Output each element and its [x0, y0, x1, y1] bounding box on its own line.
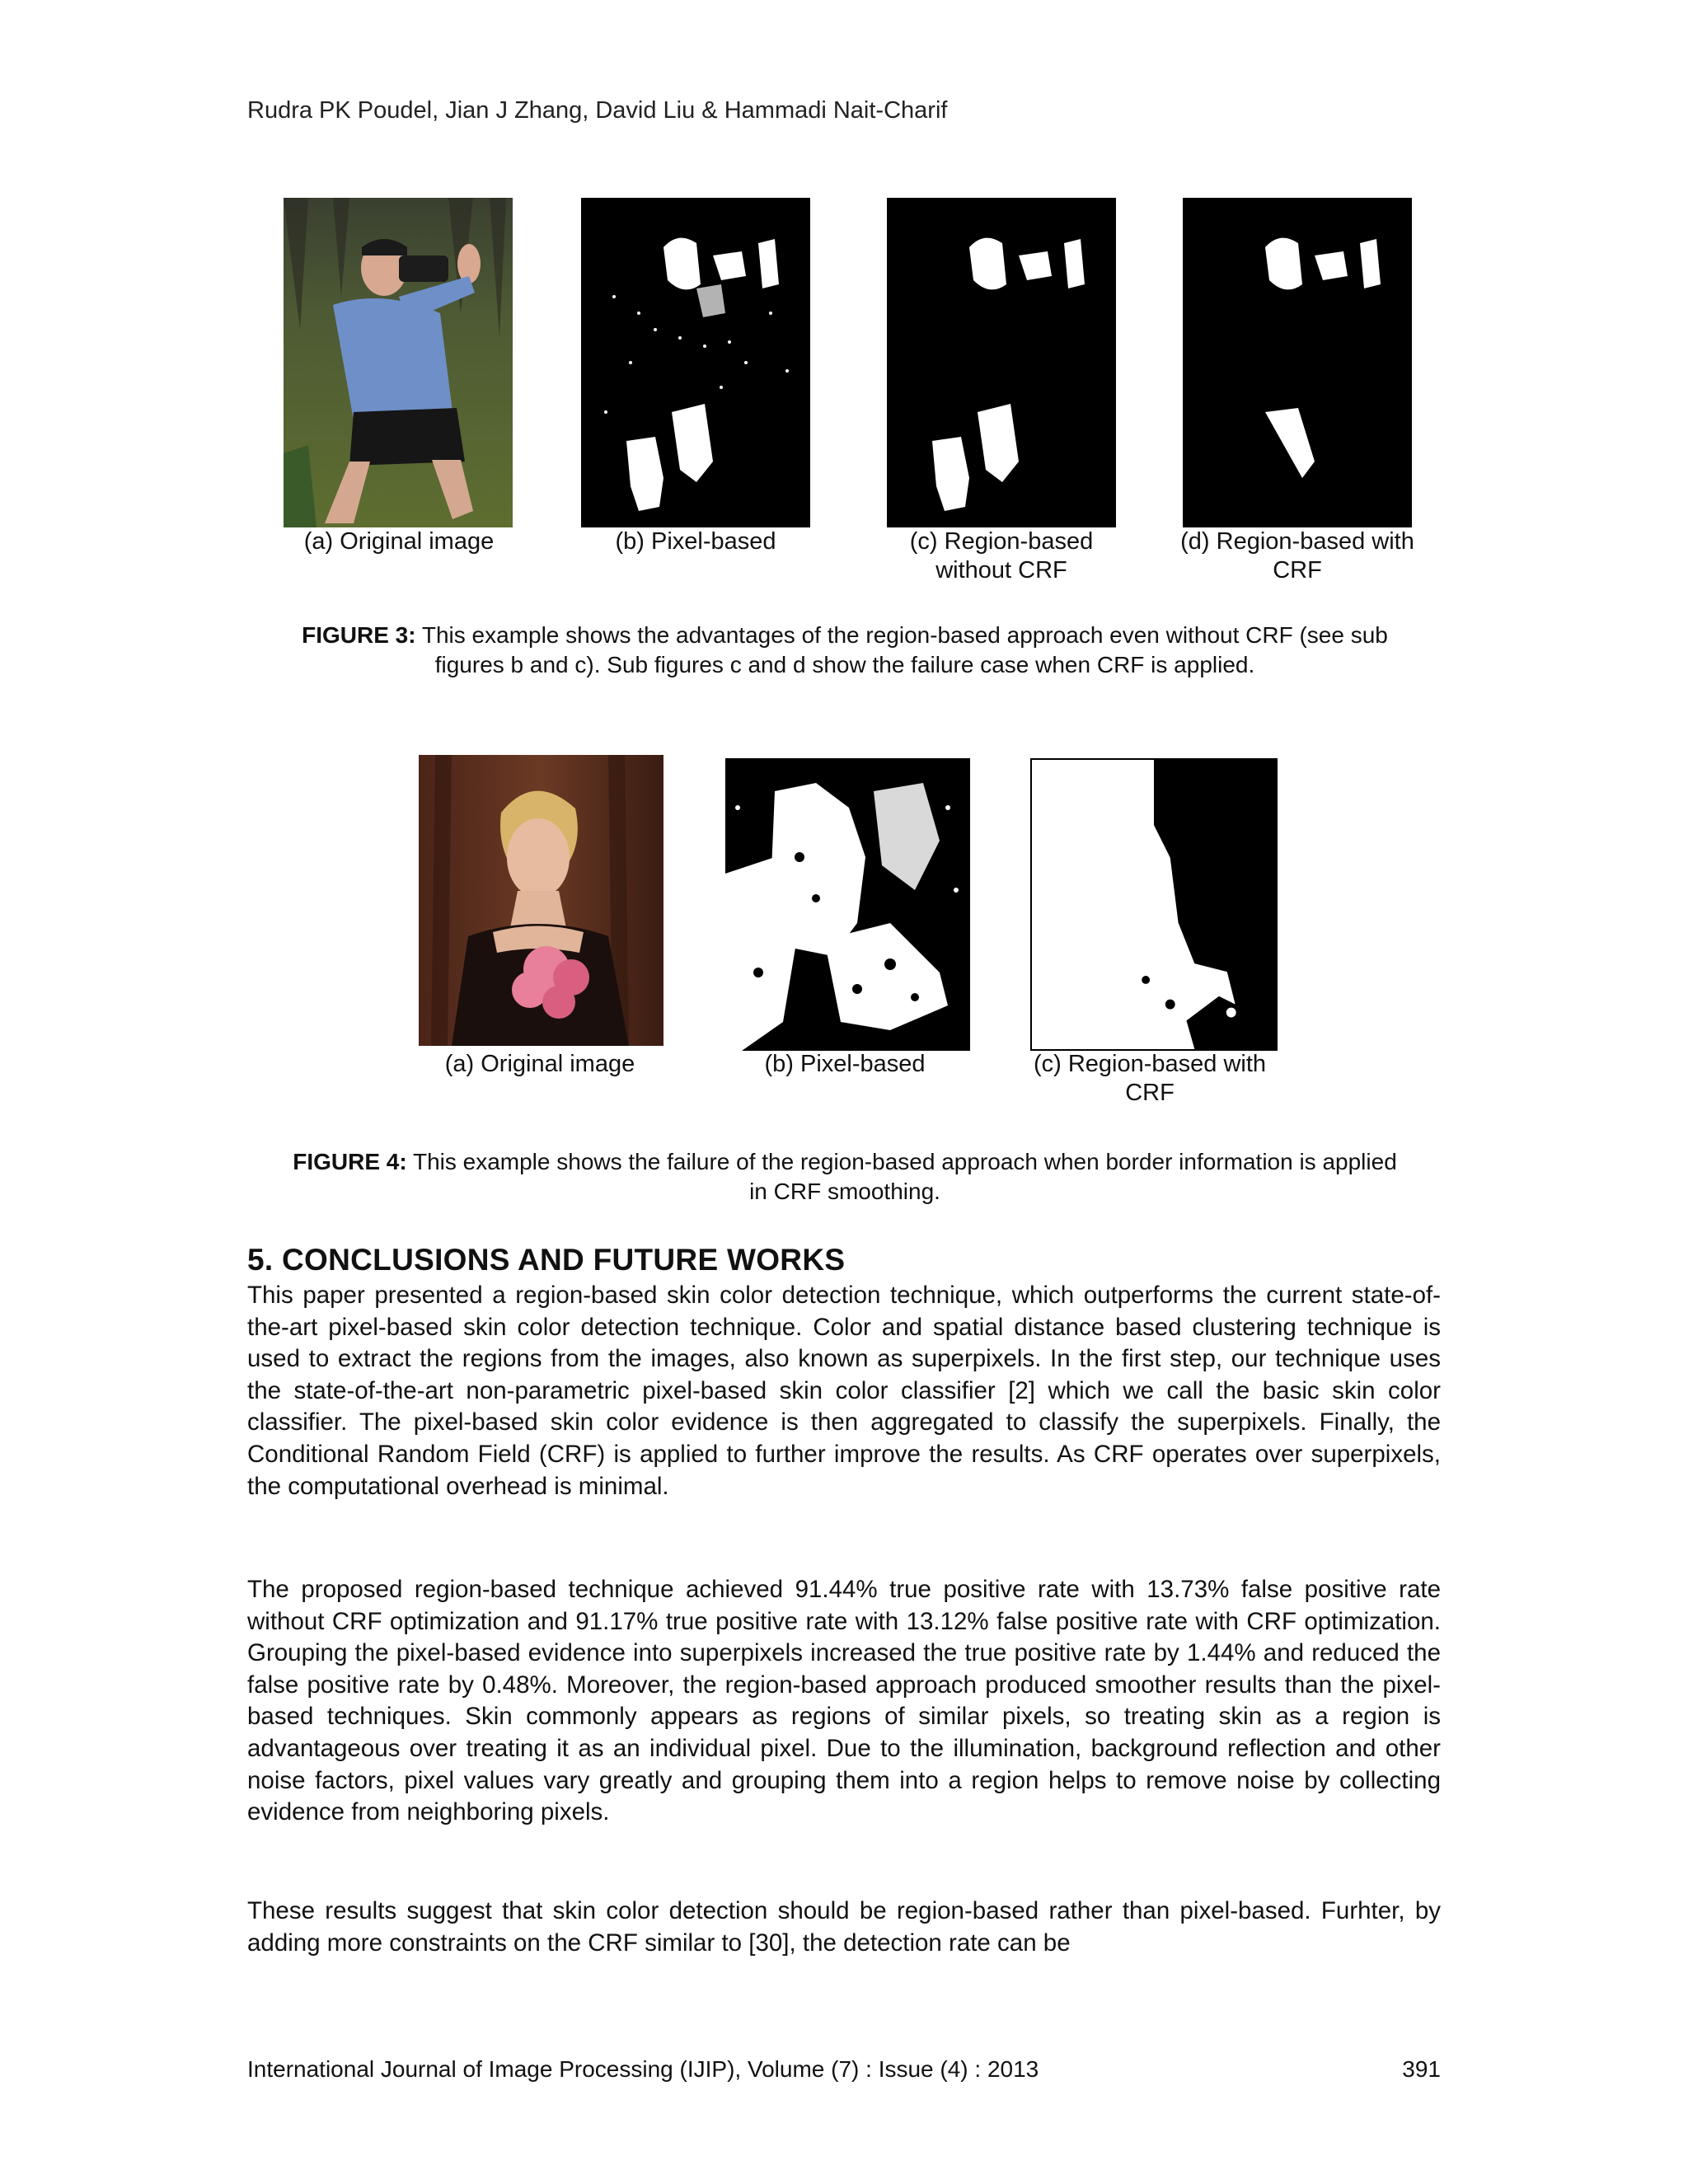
journal-footer: International Journal of Image Processing (IJIP), Volume (7) : Issue (4) : 2013	[247, 2056, 1039, 2082]
paragraph-3: These results suggest that skin color detection should be region-based rather than pixel-based. Furhter, by adding more constraints on the CRF similar to [30], the detection rate can be	[247, 1897, 1441, 1957]
figure4-label-c: (c) Region-based with CRF	[1033, 1051, 1267, 1106]
figure4-original-image	[419, 755, 663, 1046]
section-title: 5. CONCLUSIONS AND FUTURE WORKS	[247, 1243, 846, 1277]
figure4-region-based-with-crf-mask	[1030, 758, 1278, 1051]
running-header: Rudra PK Poudel, Jian J Zhang, David Liu & Hammadi Nait-Charif	[247, 97, 948, 124]
figure4-caption: FIGURE 4: This example shows the failure of the region-based approach when border information is applied in CRF smoothing.	[293, 1149, 1397, 1204]
figure4-label-b: (b) Pixel-based	[764, 1051, 926, 1077]
figure4-pixel-based-mask	[725, 758, 970, 1051]
figure3-label-a: (a) Original image	[303, 528, 495, 555]
figure3-pixel-based-mask	[581, 198, 810, 527]
figure4-label-a: (a) Original image	[444, 1051, 635, 1077]
figure3-label-d: (d) Region-based with CRF	[1180, 528, 1414, 583]
figure3-original-image	[284, 198, 513, 527]
figure4-caption-label: FIGURE 4:	[293, 1149, 407, 1174]
figure3-label-b: (b) Pixel-based	[615, 528, 776, 555]
figure3-caption: FIGURE 3: This example shows the advantages of the region-based approach even without CRF (see sub figures b and c). Sub figures c and d show the failure case when CRF is applied.	[302, 622, 1388, 677]
page-number: 391	[1402, 2056, 1441, 2082]
paragraph-2: The proposed region-based technique achieved 91.44% true positive rate with 13.73% false positive rate without CRF optimization and 91.17% true positive rate with 13.12% false positive rate with CRF optimization. Grouping the pixel-based evidence into superpixels increased the true positive rate by 1.44% and reduced the false positive rate by 0.48%. Moreover, the region-based approach produced smoother results than the pixel-based techniques. Skin commonly appears as regions of similar pixels, so treating skin as a region is advantageous over treating it as an individual pixel. Due to the illumination, background reflection and other noise factors, pixel values vary greatly and grouping them into a region helps to remove noise by collecting evidence from neighboring pixels.	[247, 1576, 1441, 1826]
paragraph-1: This paper presented a region-based skin color detection technique, which outperforms the current state-of-the-art pixel-based skin color detection technique. Color and spatial distance based clustering technique is used to extract the regions from the images, also known as superpixels. In the first step, our technique uses the state-of-the-art non-parametric pixel-based skin color classifier [2] which we call the basic skin color classifier. The pixel-based skin color evidence is then aggregated to classify the superpixels. Finally, the Conditional Random Field (CRF) is applied to further improve the results. As CRF operates over superpixels, the computational overhead is minimal.	[247, 1282, 1441, 1500]
figure3-region-based-without-crf-mask	[887, 198, 1116, 527]
figure3-label-c: (c) Region-based without CRF	[909, 528, 1094, 583]
figure3-caption-label: FIGURE 3:	[302, 622, 416, 648]
figure3-region-based-with-crf-mask	[1183, 198, 1412, 527]
